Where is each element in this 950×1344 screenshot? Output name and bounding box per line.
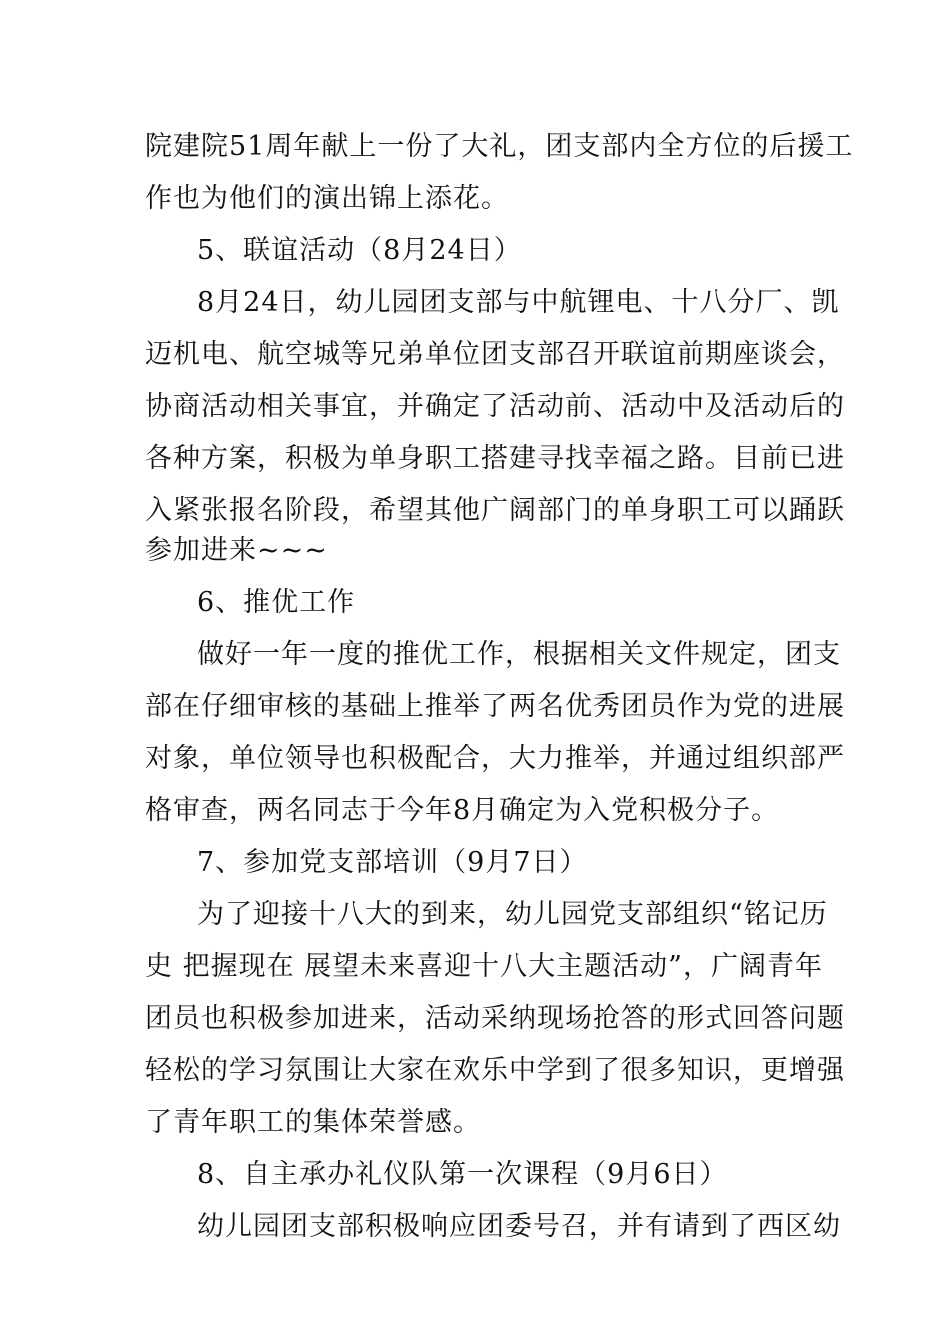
section-heading: 8、自主承办礼仪队第一次课程（9月6日）	[197, 1159, 728, 1190]
section-heading: 5、联谊活动（8月24日）	[197, 235, 522, 266]
text-line: 轻松的学习氛围让大家在欢乐中学到了很多知识，更增强	[145, 1055, 845, 1086]
text-line: 迈机电、航空城等兄弟单位团支部召开联谊前期座谈会，	[145, 339, 845, 370]
text-line: 格审查，两名同志于今年8月确定为入党积极分子。	[145, 795, 780, 826]
text-line: 院建院51周年献上一份了大礼，团支部内全方位的后援工	[145, 131, 854, 162]
text-line: 对象，单位领导也积极配合，大力推举，并通过组织部严	[145, 743, 845, 774]
text-line: 了青年职工的集体荣誉感。	[145, 1107, 481, 1138]
text-line: 参加进来~~~	[145, 535, 328, 566]
text-line: 做好一年一度的推优工作，根据相关文件规定，团支	[197, 639, 841, 670]
text-line: 8月24日，幼儿园团支部与中航锂电、十八分厂、凯	[197, 287, 840, 318]
text-line: 入紧张报名阶段，希望其他广阔部门的单身职工可以踊跃	[145, 495, 845, 526]
text-line: 各种方案，积极为单身职工搭建寻找幸福之路。目前已进	[145, 443, 845, 474]
section-heading: 7、参加党支部培训（9月7日）	[197, 847, 588, 878]
text-line: 团员也积极参加进来，活动采纳现场抢答的形式回答问题	[145, 1003, 845, 1034]
text-line: 幼儿园团支部积极响应团委号召，并有请到了西区幼	[197, 1211, 841, 1242]
text-line: 部在仔细审核的基础上推举了两名优秀团员作为党的进展	[145, 691, 845, 722]
text-line: 作也为他们的演出锦上添花。	[145, 183, 509, 214]
text-line: 史 把握现在 展望未来喜迎十八大主题活动”，广阔青年	[145, 951, 823, 982]
text-line: 为了迎接十八大的到来，幼儿园党支部组织“铭记历	[197, 899, 828, 930]
section-heading: 6、推优工作	[197, 587, 356, 618]
text-line: 协商活动相关事宜，并确定了活动前、活动中及活动后的	[145, 391, 845, 422]
